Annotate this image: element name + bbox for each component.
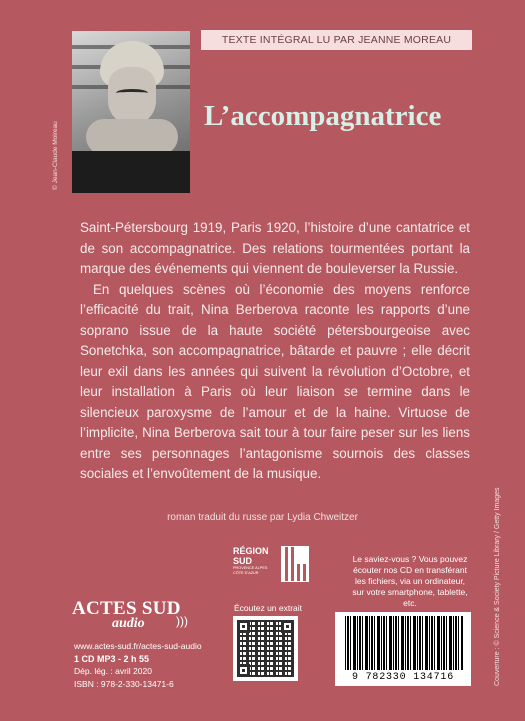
sound-waves-icon: ))) xyxy=(176,614,188,628)
actes-sud-audio-logo: ACTES SUD audio ))) xyxy=(72,598,188,631)
region-flag-icon xyxy=(281,546,309,582)
region-sud-logo: RÉGION SUD PROVENCE ALPES CÔTE D’AZUR xyxy=(233,546,311,588)
format-duration: 1 CD MP3 - 2 h 55 xyxy=(74,653,150,664)
reader-banner: TEXTE INTÉGRAL LU PAR JEANNE MOREAU xyxy=(201,30,472,50)
qr-code[interactable] xyxy=(233,616,298,681)
publisher-url[interactable]: www.actes-sud.fr/actes-sud-audio xyxy=(74,641,202,651)
author-photo xyxy=(72,31,190,193)
synopsis-paragraph-1: Saint-Pétersbourg 1919, Paris 1920, l’histoire d’une cantatrice et de son accompagnatrice. Des relations tourmentées portant la marque des événements qui viennent de bouleverser la Russie. xyxy=(80,220,470,276)
isbn: ISBN : 978-2-330-13471-6 xyxy=(74,678,174,689)
synopsis xyxy=(80,218,470,485)
book-title: L’accompagnatrice xyxy=(204,100,442,132)
product-info xyxy=(74,640,202,690)
photo-credit: © Jean-Claude Moireau xyxy=(52,121,59,190)
synopsis-paragraph-2: En quelques scènes où l’économie des moyens renforce l’efficacité du trait, Nina Berberova raconte les rapports d’une soprano issue de la haute société pétersbourgeoise avec Sonetchka, son accompagnatrice, bâtarde et pauvre ; elle décrit leur exil dans les années qui suivent la révolution d’Octobre, et leur installation à Paris où leur liaison se termine dans le silencieux paroxysme de l’amour et de la haine. Virtuose de l’implicite, Nina Berberova sait tour à tour faire peser sur les liens entre ses personnages l’antagonisme sournois des classes sociales et l’envoûtement de la musique. xyxy=(80,281,470,481)
did-you-know-text: Le saviez-vous ? Vous pouvez écouter nos CD en transférant les fichiers, via un ordinateur, sur votre smartphone, tablette, etc. xyxy=(352,554,468,608)
extract-label: Écoutez un extrait xyxy=(234,603,303,613)
legal-deposit: Dép. lég. : avril 2020 xyxy=(74,666,152,676)
barcode-number: 9 782330 134716 xyxy=(351,672,454,683)
translator-credit: roman traduit du russe par Lydia Chweitzer xyxy=(167,512,358,523)
isbn-barcode xyxy=(335,612,471,686)
